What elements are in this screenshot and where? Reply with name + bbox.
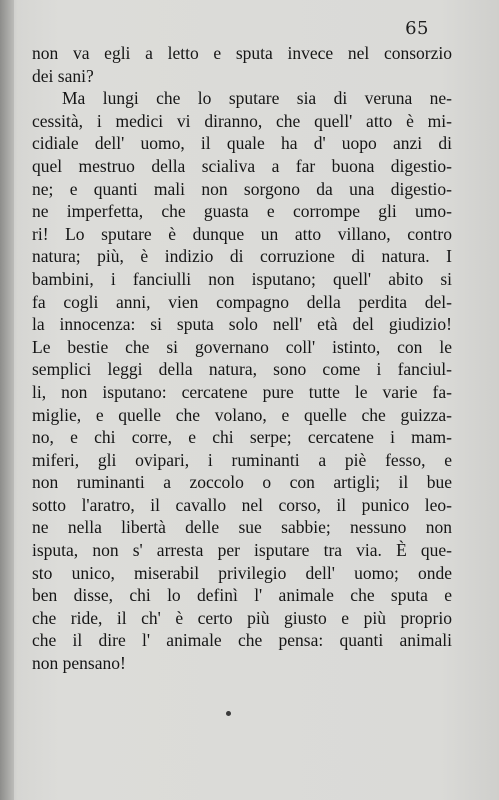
text-line: quel mestruo della scialiva a far buona digestio- — [32, 155, 452, 176]
text-line: li, non isputano: cercatene pure tutte le varie fa- — [32, 381, 452, 402]
ink-spot — [226, 711, 231, 716]
text-line: non pensano! — [32, 653, 126, 674]
page-number: 65 — [405, 18, 429, 39]
text-line: ri! Lo sputare è dunque un atto villano, contro — [32, 223, 452, 244]
text-line: cessità, i medici vi diranno, che quell' atto è mi- — [32, 110, 452, 131]
text-line: dei sani? — [32, 65, 94, 86]
body-text — [32, 42, 452, 675]
page-gutter — [0, 0, 14, 800]
text-line: ben disse, chi lo definì l' animale che sputa e — [32, 585, 452, 606]
text-line: non ruminanti a zoccolo o con artigli; il bue — [32, 472, 452, 493]
text-line: miferi, gli ovipari, i ruminanti a piè fesso, e — [32, 449, 452, 470]
text-line: sotto l'aratro, il cavallo nel corso, il punico leo- — [32, 494, 452, 515]
text-line: semplici leggi della natura, sono come i fanciul- — [32, 359, 452, 380]
text-line: Le bestie che si governano coll' istinto, con le — [32, 336, 452, 357]
text-line: la innocenza: si sputa solo nell' età del giudizio! — [32, 314, 452, 335]
text-line: fa cogli anni, vien compagno della perdita del- — [32, 291, 452, 312]
text-line: ne; e quanti mali non sorgono da una digestio- — [32, 178, 452, 199]
text-line: che il dire l' animale che pensa: quanti animali — [32, 630, 452, 651]
text-line: natura; più, è indizio di corruzione di natura. I — [32, 246, 452, 267]
text-line: no, e chi corre, e chi serpe; cercatene i mam- — [32, 427, 452, 448]
text-line: non va egli a letto e sputa invece nel consorzio — [32, 43, 452, 63]
text-line: bambini, i fanciulli non isputano; quell' abito si — [32, 268, 452, 289]
text-line: Ma lungi che lo sputare sia di veruna ne- — [62, 88, 452, 109]
text-line: ne nella libertà delle sue sabbie; nessuno non — [32, 517, 452, 538]
text-line: cidiale dell' uomo, il quale ha d' uopo anzi di — [32, 133, 452, 154]
text-line: che ride, il ch' è certo più giusto e più proprio — [32, 607, 452, 628]
text-line: sto unico, miserabil privilegio dell' uomo; onde — [32, 562, 452, 583]
text-line: ne imperfetta, che guasta e corrompe gli umo- — [32, 201, 452, 222]
text-line: isputa, non s' arresta per isputare tra via. È que- — [32, 540, 452, 561]
text-line: miglie, e quelle che volano, e quelle che guizza- — [32, 404, 452, 425]
